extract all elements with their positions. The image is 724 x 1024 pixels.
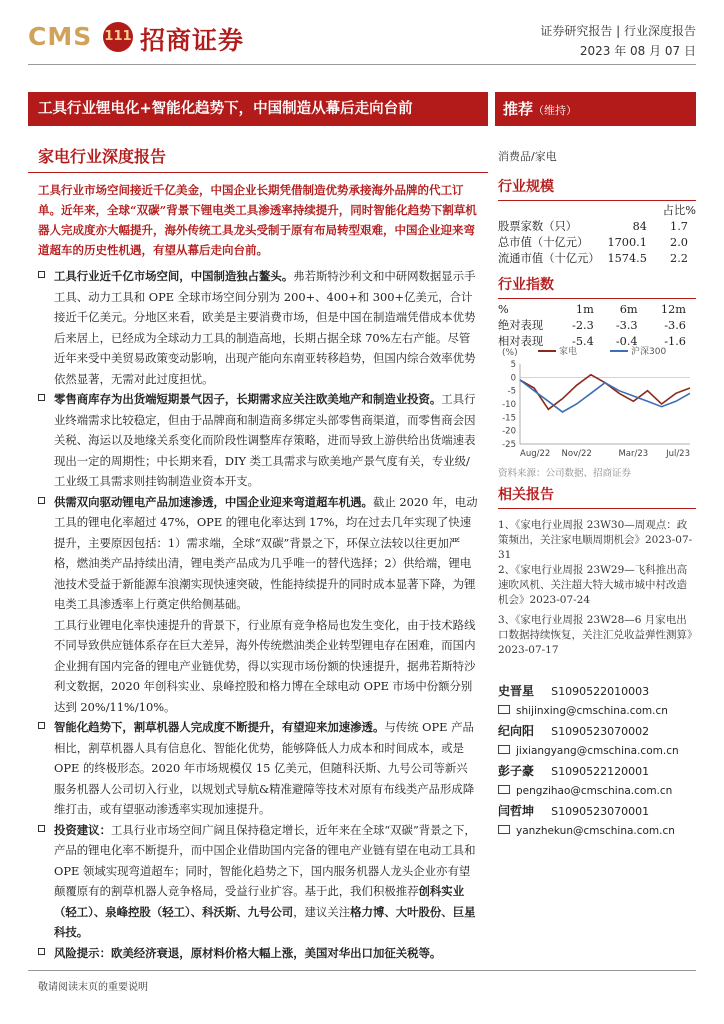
rating-label: 推荐 — [503, 100, 534, 118]
body-point-4 — [38, 717, 478, 820]
row-value: -2.3 — [572, 319, 594, 332]
point-heading: 智能化趋势下，割草机器人完成度不断提升，有望迎来加速渗透。 — [54, 720, 385, 734]
col-header: 6m — [619, 303, 638, 316]
row-value: -5.4 — [572, 335, 594, 348]
analyst-email[interactable]: jixiangyang@cmschina.com.cn — [516, 745, 679, 757]
table-row — [498, 318, 696, 334]
row-label: 相对表现 — [498, 335, 544, 348]
table-row — [498, 251, 696, 267]
analyst-card — [498, 800, 696, 840]
industry-index-title: 行业指数 — [498, 274, 696, 299]
x-tick-label: Nov/22 — [561, 449, 592, 459]
row-pct: 2.2 — [670, 252, 688, 265]
analysts-section — [498, 680, 696, 840]
row-label: 总市值（十亿元） — [498, 236, 589, 249]
footer-divider — [28, 970, 696, 971]
point-text-continued: ，建议关注 — [293, 904, 351, 919]
row-label: 流通市值（十亿元） — [498, 252, 600, 265]
point-text: 截止 2020 年，电动工具的锂电化率超过 47%，OPE 的锂电化率达到 17%，均在过去几年实现了快速提升，主要原因包括：1）需求端，全球“双碳”背景之下，环保立法较以往更加严格，燃油类产品持续出清，锂电类产品成为几乎唯一的替代选择；2）供给端，锂电池技术受益于新能源车浪潮实现快速突破，性能持续提升的同时成本显著下降，为锂电类工具渗透率上行奠定供给侧基础。 — [54, 494, 478, 611]
chart-axes — [502, 360, 690, 459]
point-text: 与传统 OPE 产品相比，割草机器人具有信息化、智能化优势，能够降低人力成本和时间成本，或是 OPE 的终极形态。2020 年市场规模仅 15 亿美元，但随科沃斯、九号公司等新兴服务机器人公司切入行业，以规划式导航&精准避障等技术对原有布线类产品形成降维打击，或有望驱动渗透率实现加速提升。 — [54, 720, 475, 816]
row-value: 84 — [632, 220, 647, 233]
mail-icon — [498, 745, 510, 754]
analyst-id: S1090522010003 — [551, 685, 650, 698]
table-header-row — [498, 302, 696, 318]
col-header: 1m — [575, 303, 594, 316]
y-tick-label: 5 — [510, 360, 516, 370]
point-heading: 零售商库存为出货端短期景气因子，长期需求应关注欧美地产和制造业投资。 — [54, 392, 442, 406]
report-title: 工具行业锂电化+智能化趋势下，中国制造从幕后走向台前 — [28, 92, 488, 126]
point-text: 工具行业终端需求比较稳定，但由于品牌商和制造商多绑定头部零售商渠道，而零售商会因关税、海运以及地缘关系变化而阶段性调整库存策略，进而导致上游供给出货端速表现出一定的周期性；中长期来看，DIY 类工具需求与欧美地产景气度有关，专业级/工业级工具需求则挂钩制造业资本开支。 — [54, 392, 476, 488]
mail-icon — [498, 785, 510, 794]
industry-scale-table — [498, 203, 696, 267]
related-report-2[interactable]: 2、《家电行业周报 23W29—飞科推出高速吹风机、关注超大特大城市城中村改造机会》2023-07-24 — [498, 564, 688, 606]
row-value: 1700.1 — [607, 236, 647, 249]
analyst-id: S1090523070001 — [551, 805, 650, 818]
mail-icon — [498, 825, 510, 834]
square-bullet-icon — [38, 722, 45, 729]
point-text: 弗若斯特沙利文和中研网数据显示手工具、动力工具和 OPE 全球市场空间分别为 200+、400+和 300+亿美元，合计接近千亿美元。分地区来看，欧美是主要消费市场，但是中国在制造端凭借成本优势后来居上，已经成为全球动力工具的制造高地，长期占据全球 70%左右产能。尽管近年来受中美贸易政策变动影响，出现产能向东南亚转移趋势，但国内综合效率优势依然显著，无需对此过度担忧。 — [54, 269, 476, 386]
y-tick-label: -5 — [507, 386, 516, 397]
report-date: 2023 年 08 月 07 日 — [579, 44, 696, 58]
logo-cms-text: CMS — [28, 22, 93, 51]
body-point-5 — [38, 820, 478, 943]
industry-scale-section — [498, 176, 696, 267]
recommended-stocks: 创科实业（轻工）、泉峰控股（轻工）、科沃斯、九号公司 — [54, 884, 465, 919]
legend-home-appliance: 家电 — [559, 347, 578, 357]
point-heading: 工具行业近千亿市场空间，中国制造独占鳌头。 — [54, 269, 294, 283]
col-header: % — [498, 303, 509, 316]
analyst-name: 闫哲坤 — [498, 804, 535, 818]
subtitle-divider — [28, 172, 488, 173]
y-tick-label: -20 — [502, 426, 516, 437]
analyst-email[interactable]: yanzhekun@cmschina.com.cn — [516, 825, 675, 837]
industry-scale-title: 行业规模 — [498, 176, 696, 201]
table-row — [498, 235, 696, 251]
analyst-name: 史晋星 — [498, 684, 535, 698]
industry-index-section — [498, 274, 696, 350]
y-tick-label: -15 — [502, 413, 516, 424]
row-value: 1574.5 — [607, 252, 647, 265]
report-body — [38, 266, 478, 963]
analyst-id: S1090522120001 — [551, 765, 650, 778]
analyst-name: 纪向阳 — [498, 724, 535, 738]
chart-series — [520, 375, 690, 412]
report-subtitle: 家电行业深度报告 — [38, 147, 167, 166]
row-value: -0.4 — [615, 335, 638, 348]
analyst-email[interactable]: shijinxing@cmschina.com.cn — [516, 705, 668, 717]
analyst-email[interactable]: pengzihao@cmschina.com.cn — [516, 785, 673, 797]
related-report-1[interactable]: 1、《家电行业周报 23W30—周观点：政策频出，关注家电顺周期机会》2023-07-31 — [498, 519, 693, 561]
legend-csi300: 沪深300 — [631, 347, 667, 357]
y-tick-label: 0 — [510, 373, 516, 384]
body-point-2 — [38, 389, 478, 492]
square-bullet-icon — [38, 825, 45, 832]
x-tick-label: Jul/23 — [666, 449, 690, 459]
x-tick-label: Mar/23 — [618, 449, 649, 459]
related-reports-title: 相关报告 — [498, 484, 696, 509]
row-pct: 2.0 — [670, 236, 688, 249]
body-point-1 — [38, 266, 478, 389]
chart-source: 资料来源：公司数据、招商证券 — [498, 468, 632, 479]
square-bullet-icon — [38, 497, 45, 504]
chart-unit-label: (%) — [502, 348, 518, 358]
point-heading: 供需双向驱动锂电产品加速渗透，中国企业迎来弯道超车机遇。 — [54, 494, 373, 509]
analyst-card — [498, 760, 696, 800]
row-label: 绝对表现 — [498, 319, 544, 332]
analyst-name: 彭子豪 — [498, 764, 535, 778]
x-tick-label: Aug/22 — [520, 449, 551, 459]
logo-cn-text: 招商证券 — [140, 26, 245, 55]
related-reports-section — [498, 484, 696, 509]
related-report-3[interactable]: 3、《家电行业周报 23W28—6 月家电出口数据持续恢复，关注汇兑收益弹性测算》2023-07-17 — [498, 614, 693, 656]
square-bullet-icon — [38, 394, 45, 401]
footer-note: 敬请阅读末页的重要说明 — [38, 982, 148, 993]
analyst-id: S1090523070002 — [551, 725, 650, 738]
series-line-csi300 — [520, 380, 690, 412]
y-tick-label: -25 — [502, 440, 516, 450]
industry-index-table — [498, 302, 696, 350]
square-bullet-icon — [38, 271, 45, 278]
rating-note: （维持） — [533, 104, 578, 117]
point-heading: 投资建议： — [54, 822, 111, 837]
mail-icon — [498, 705, 510, 714]
analyst-card — [498, 720, 696, 760]
risk-warning: 风险提示：欧美经济衰退，原材料价格大幅上涨，美国对华出口加征关税等。 — [54, 945, 442, 960]
analyst-card — [498, 680, 696, 720]
rating-badge — [495, 92, 696, 126]
body-point-6 — [38, 943, 478, 964]
header-divider — [28, 64, 696, 65]
row-value: -3.6 — [664, 319, 686, 332]
row-pct: 1.7 — [670, 220, 688, 233]
body-point-3-continued: 工具行业锂电化率快速提升的背景下，行业原有竞争格局也发生变化，由于技术路线不同导致供应链体系存在巨大差异，海外传统燃油类企业转型锂电存在困难，而国内企业拥有国内完备的锂电产业链优势，得以实现市场份额的快速提升，据弗若斯特沙利文数据，2020 年创科实业、泉峰控股和格力博在全球电动 OPE 市场中份额分别达到 20%/11%/10%。 — [54, 617, 476, 714]
logo-badge-icon: 111 — [103, 22, 133, 52]
row-label: 股票家数（只） — [498, 220, 578, 233]
report-type: 证券研究报告 | 行业深度报告 — [540, 24, 696, 38]
summary-paragraph: 工具行业市场空间接近千亿美金，中国企业长期凭借制造优势承接海外品牌的代工订单。近年来，全球“双碳”背景下锂电类工具渗透率持续提升，同时智能化趋势下割草机器人完成度亦大幅提升，海外传统工具龙头受制于原有布局转型艰难，中国企业迎来弯道超车的历史性机遇，有望从幕后走向台前。 — [38, 183, 477, 257]
row-value: -1.6 — [664, 335, 686, 348]
row-value: -3.3 — [615, 319, 638, 332]
col-header: 12m — [660, 303, 686, 316]
index-line-chart — [498, 344, 696, 462]
square-bullet-icon — [38, 948, 45, 955]
body-point-3 — [38, 492, 478, 615]
industry-category: 消费品/家电 — [498, 150, 557, 163]
pct-header: 占比% — [662, 204, 696, 217]
watch-stocks: 格力博、大叶股份、巨星科技。 — [54, 904, 476, 939]
point-text: 工具行业市场空间广阔且保持稳定增长，近年来在全球“双碳”背景之下，产品的锂电化率不断提升，而中国企业借助国内完备的锂电产业链有望在电动工具和 OPE 领域实现弯道超车；同时，智能化趋势之下，国内服务机器人龙头企业亦有望颠覆原有的割草机器人竞争格局，受益行业扩容。基于此，我们积极推荐 — [54, 822, 476, 898]
y-tick-label: -10 — [502, 400, 516, 410]
series-line-home-appliance — [520, 375, 690, 410]
table-row — [498, 219, 696, 235]
